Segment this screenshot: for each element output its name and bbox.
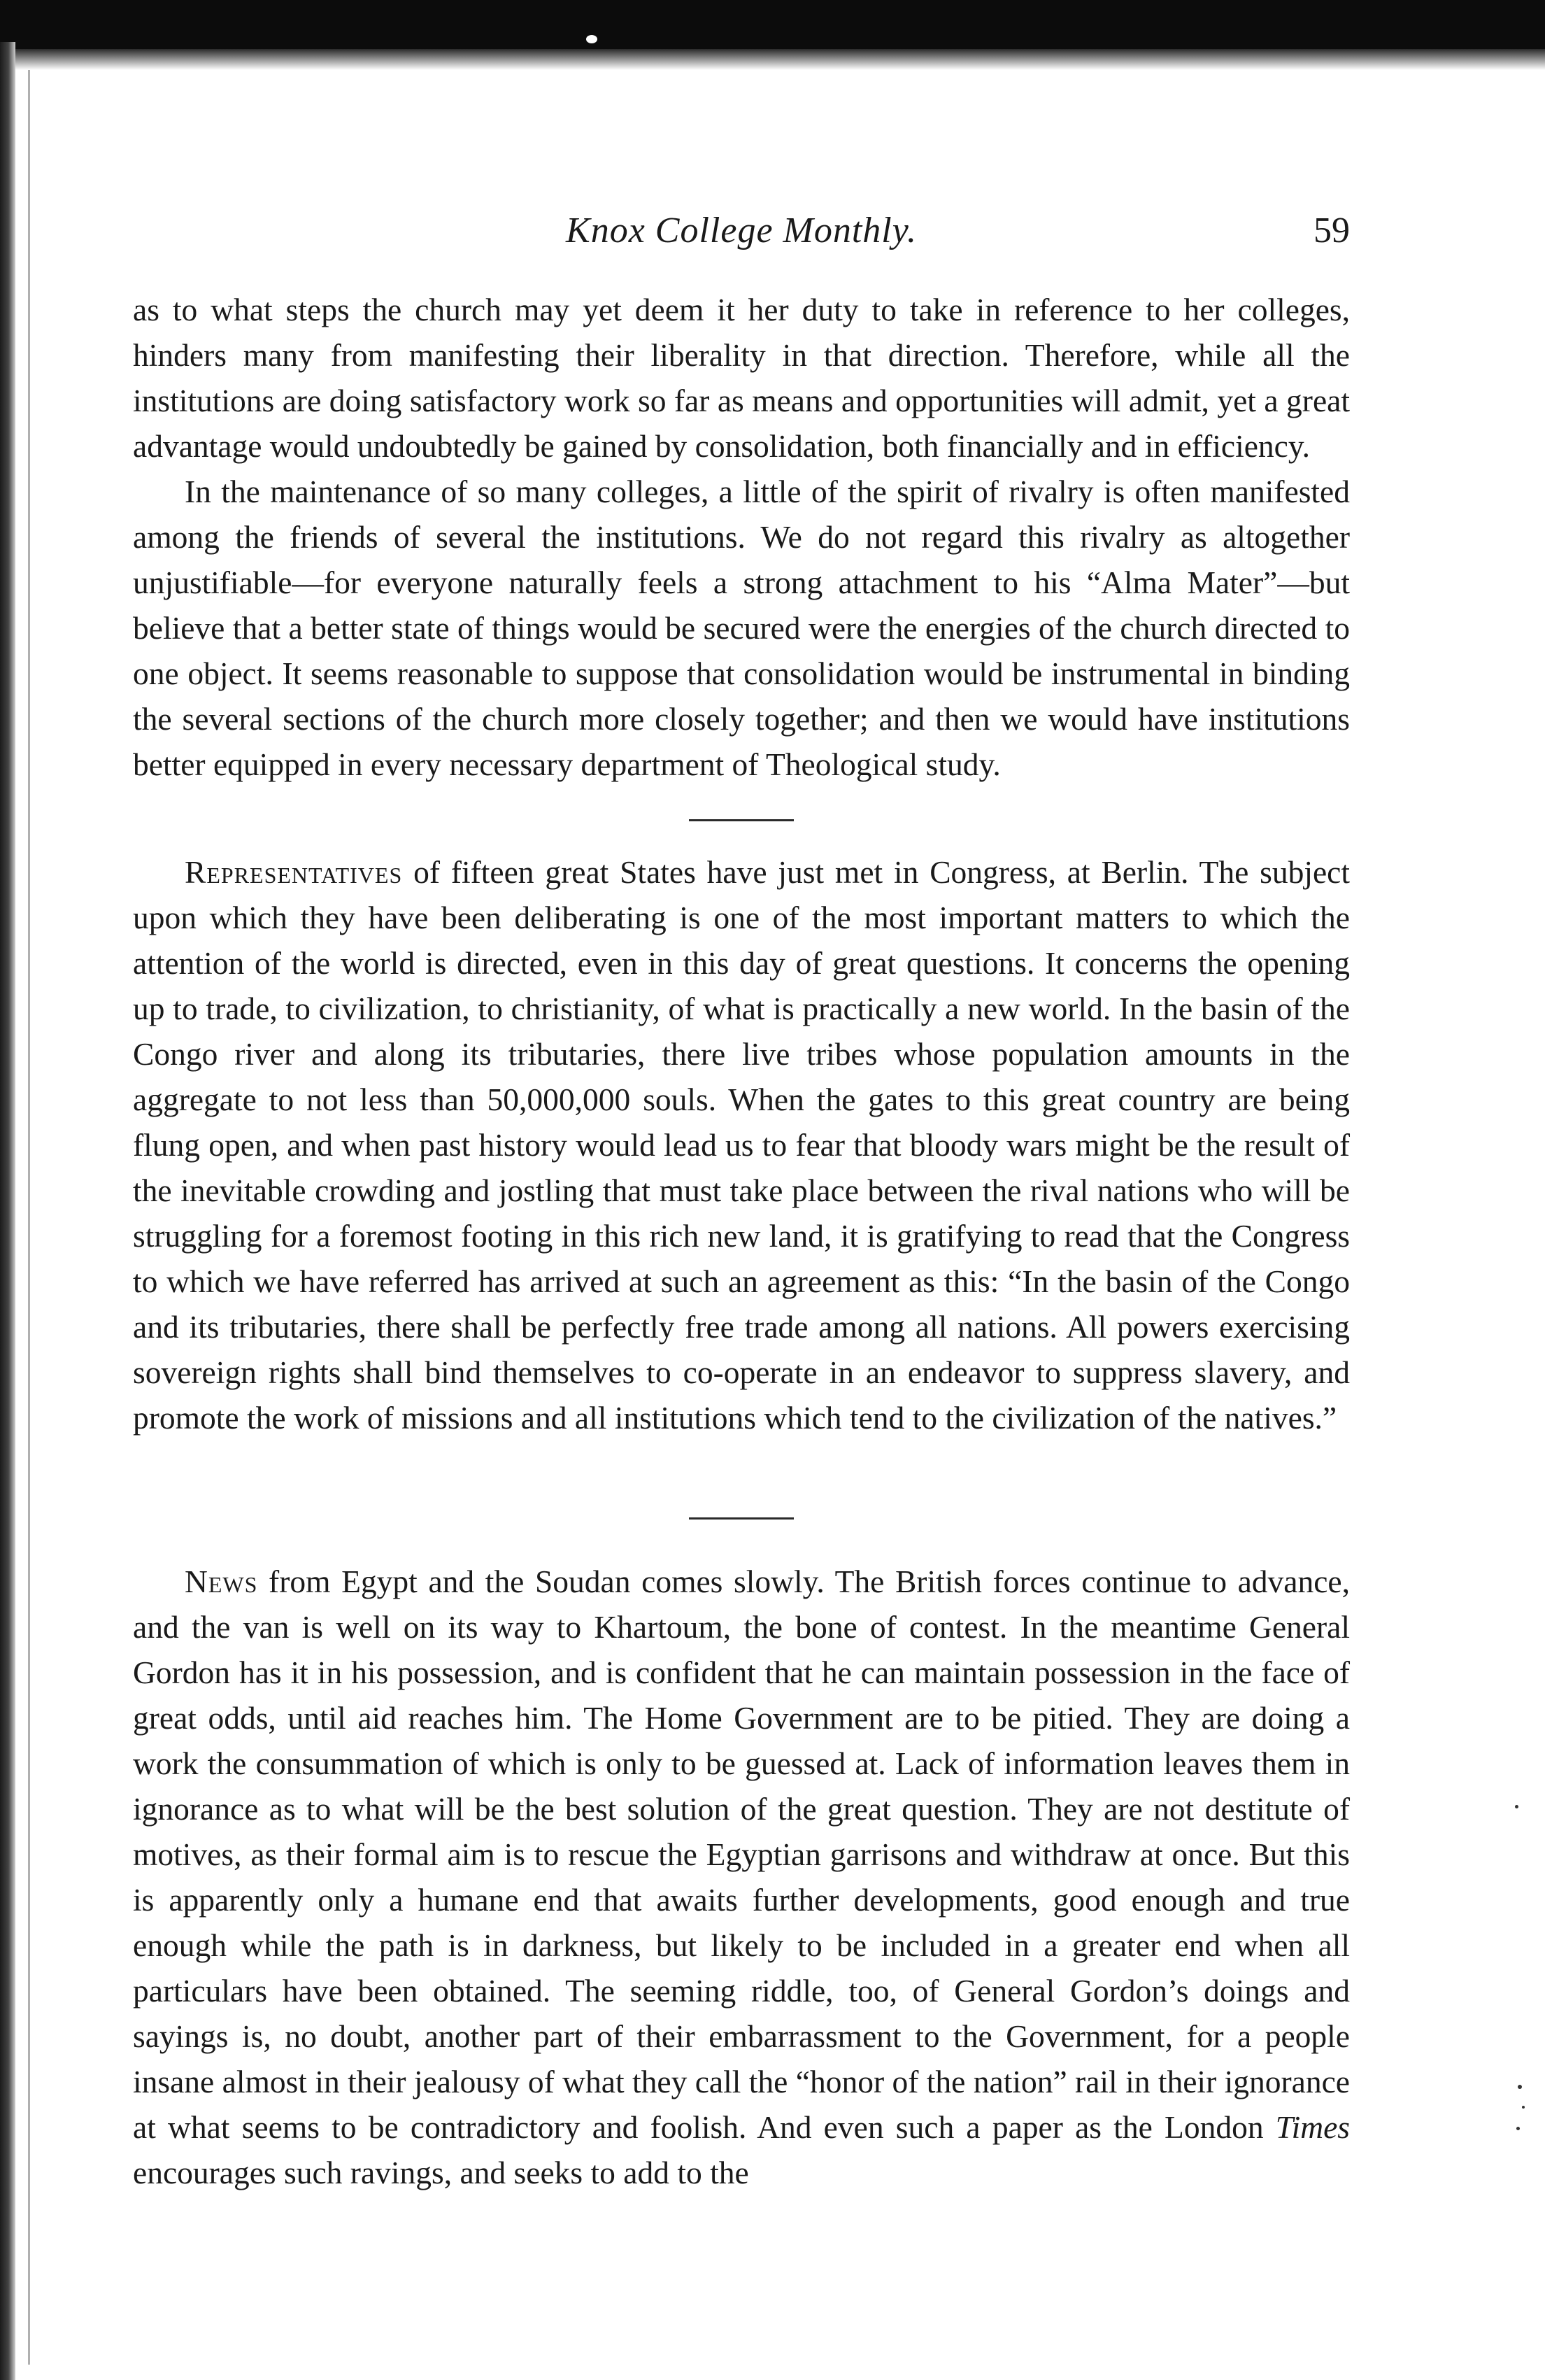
page-number: 59 [1313, 211, 1350, 250]
paragraph-colleges-continued [133, 287, 1350, 469]
document-page [133, 210, 1350, 2295]
paragraph-text: as to what steps the church may yet deem it her duty to take in reference to her colleges, hinders many from manifesting their liberality in that direction. Therefore, while all the institutions are doing satisfactory work so far as means and opportunities will admit, yet a great advantage would undoubtedly be gained by consolidation, both financially and in efficiency. [133, 292, 1350, 464]
scan-edge-top [0, 0, 1545, 49]
scan-speck [1522, 2106, 1525, 2109]
paragraph-text-tail: encourages such ravings, and seeks to add to the [133, 2155, 749, 2190]
scan-speck [1516, 2127, 1520, 2130]
scan-notch [586, 35, 597, 43]
scan-edge-line [28, 70, 30, 2365]
page-header [133, 210, 1350, 287]
section-divider [689, 819, 794, 821]
scan-speck [1515, 1805, 1518, 1808]
paragraph-text: of fifteen great States have just met in Congress, at Berlin. The subject upon which they have been deliberating is one of the most important matters to which the attention of the world is directed, even in this day of great questions. It concerns the opening up to trade, to civilization, to christianity, of what is practically a new world. In the basin of the Congo river and along its tributaries, there live tribes whose population amounts in the aggregate to not less than 50,000,000 souls. When the gates to this great country are being flung open, and when past history would lead us to fear that bloody wars might be the result of the inevitable crowding and jostling that must take place between the rival nations who will be struggling for a foremost footing in this rich new land, it is gratifying to read that the Congress to which we have referred has arrived at such an agreement as this: “In the basin of the Congo and its tributaries, there shall be perfectly free trade among all nations. All powers exercising sovereign rights shall bind themselves to co-operate in an endeavor to suppress slavery, and promote the work of missions and all institutions which tend to the civilization of the natives.” [133, 854, 1350, 1436]
paragraph-lead-word: News [185, 1564, 258, 1599]
paragraph-text: In the maintenance of so many colleges, a little of the spirit of rivalry is often manifested among the friends of several the institutions. We do not regard this rivalry as altogether unjustifiable—for everyone naturally feels a strong attachment to his “Alma Mater”—but believe that a better state of things would be secured were the energies of the church directed to one object. It seems reasonable to suppose that consolidation would be instrumental in binding the several sections of the church more closely together; and then we would have institutions better equipped in every necessary department of Theological study. [133, 474, 1350, 782]
paragraph-italic-word: Times [1275, 2109, 1350, 2145]
paragraph-lead-word: Representatives [185, 854, 403, 890]
paragraph-rivalry [133, 469, 1350, 787]
paragraph-berlin-congress [133, 849, 1350, 1440]
paragraph-egypt-soudan [133, 1559, 1350, 2195]
scan-speck [1518, 2085, 1522, 2089]
paragraph-text: from Egypt and the Soudan comes slowly. The British forces continue to advance, and the van is well on its way to Khartoum, the bone of contest. In the meantime General Gordon has it in his possession, and is confident that he can maintain possession in the face of great odds, until aid reaches him. The Home Government are to be pitied. They are doing a work the consummation of which is only to be guessed at. Lack of information leaves them in ignorance as to what will be the best solution of the great question. They are not destitute of motives, as their formal aim is to rescue the Egyptian garrisons and withdraw at once. But this is apparently only a humane end that awaits further developments, good enough and true enough while the path is in darkness, but likely to be included in a greater end when all particulars have been obtained. The seeming riddle, too, of General Gordon’s doings and sayings is, no doubt, another part of their embarrassment to the Government, for a people insane almost in their jealousy of what they call the “honor of the nation” rail in their ignorance at what seems to be contradictory and foolish. And even such a paper as the London [133, 1564, 1350, 2145]
section-divider [689, 1517, 794, 1520]
scan-edge-top-fade [0, 49, 1545, 70]
scan-edge-left [0, 42, 15, 2380]
running-title: Knox College Monthly. [566, 211, 917, 250]
